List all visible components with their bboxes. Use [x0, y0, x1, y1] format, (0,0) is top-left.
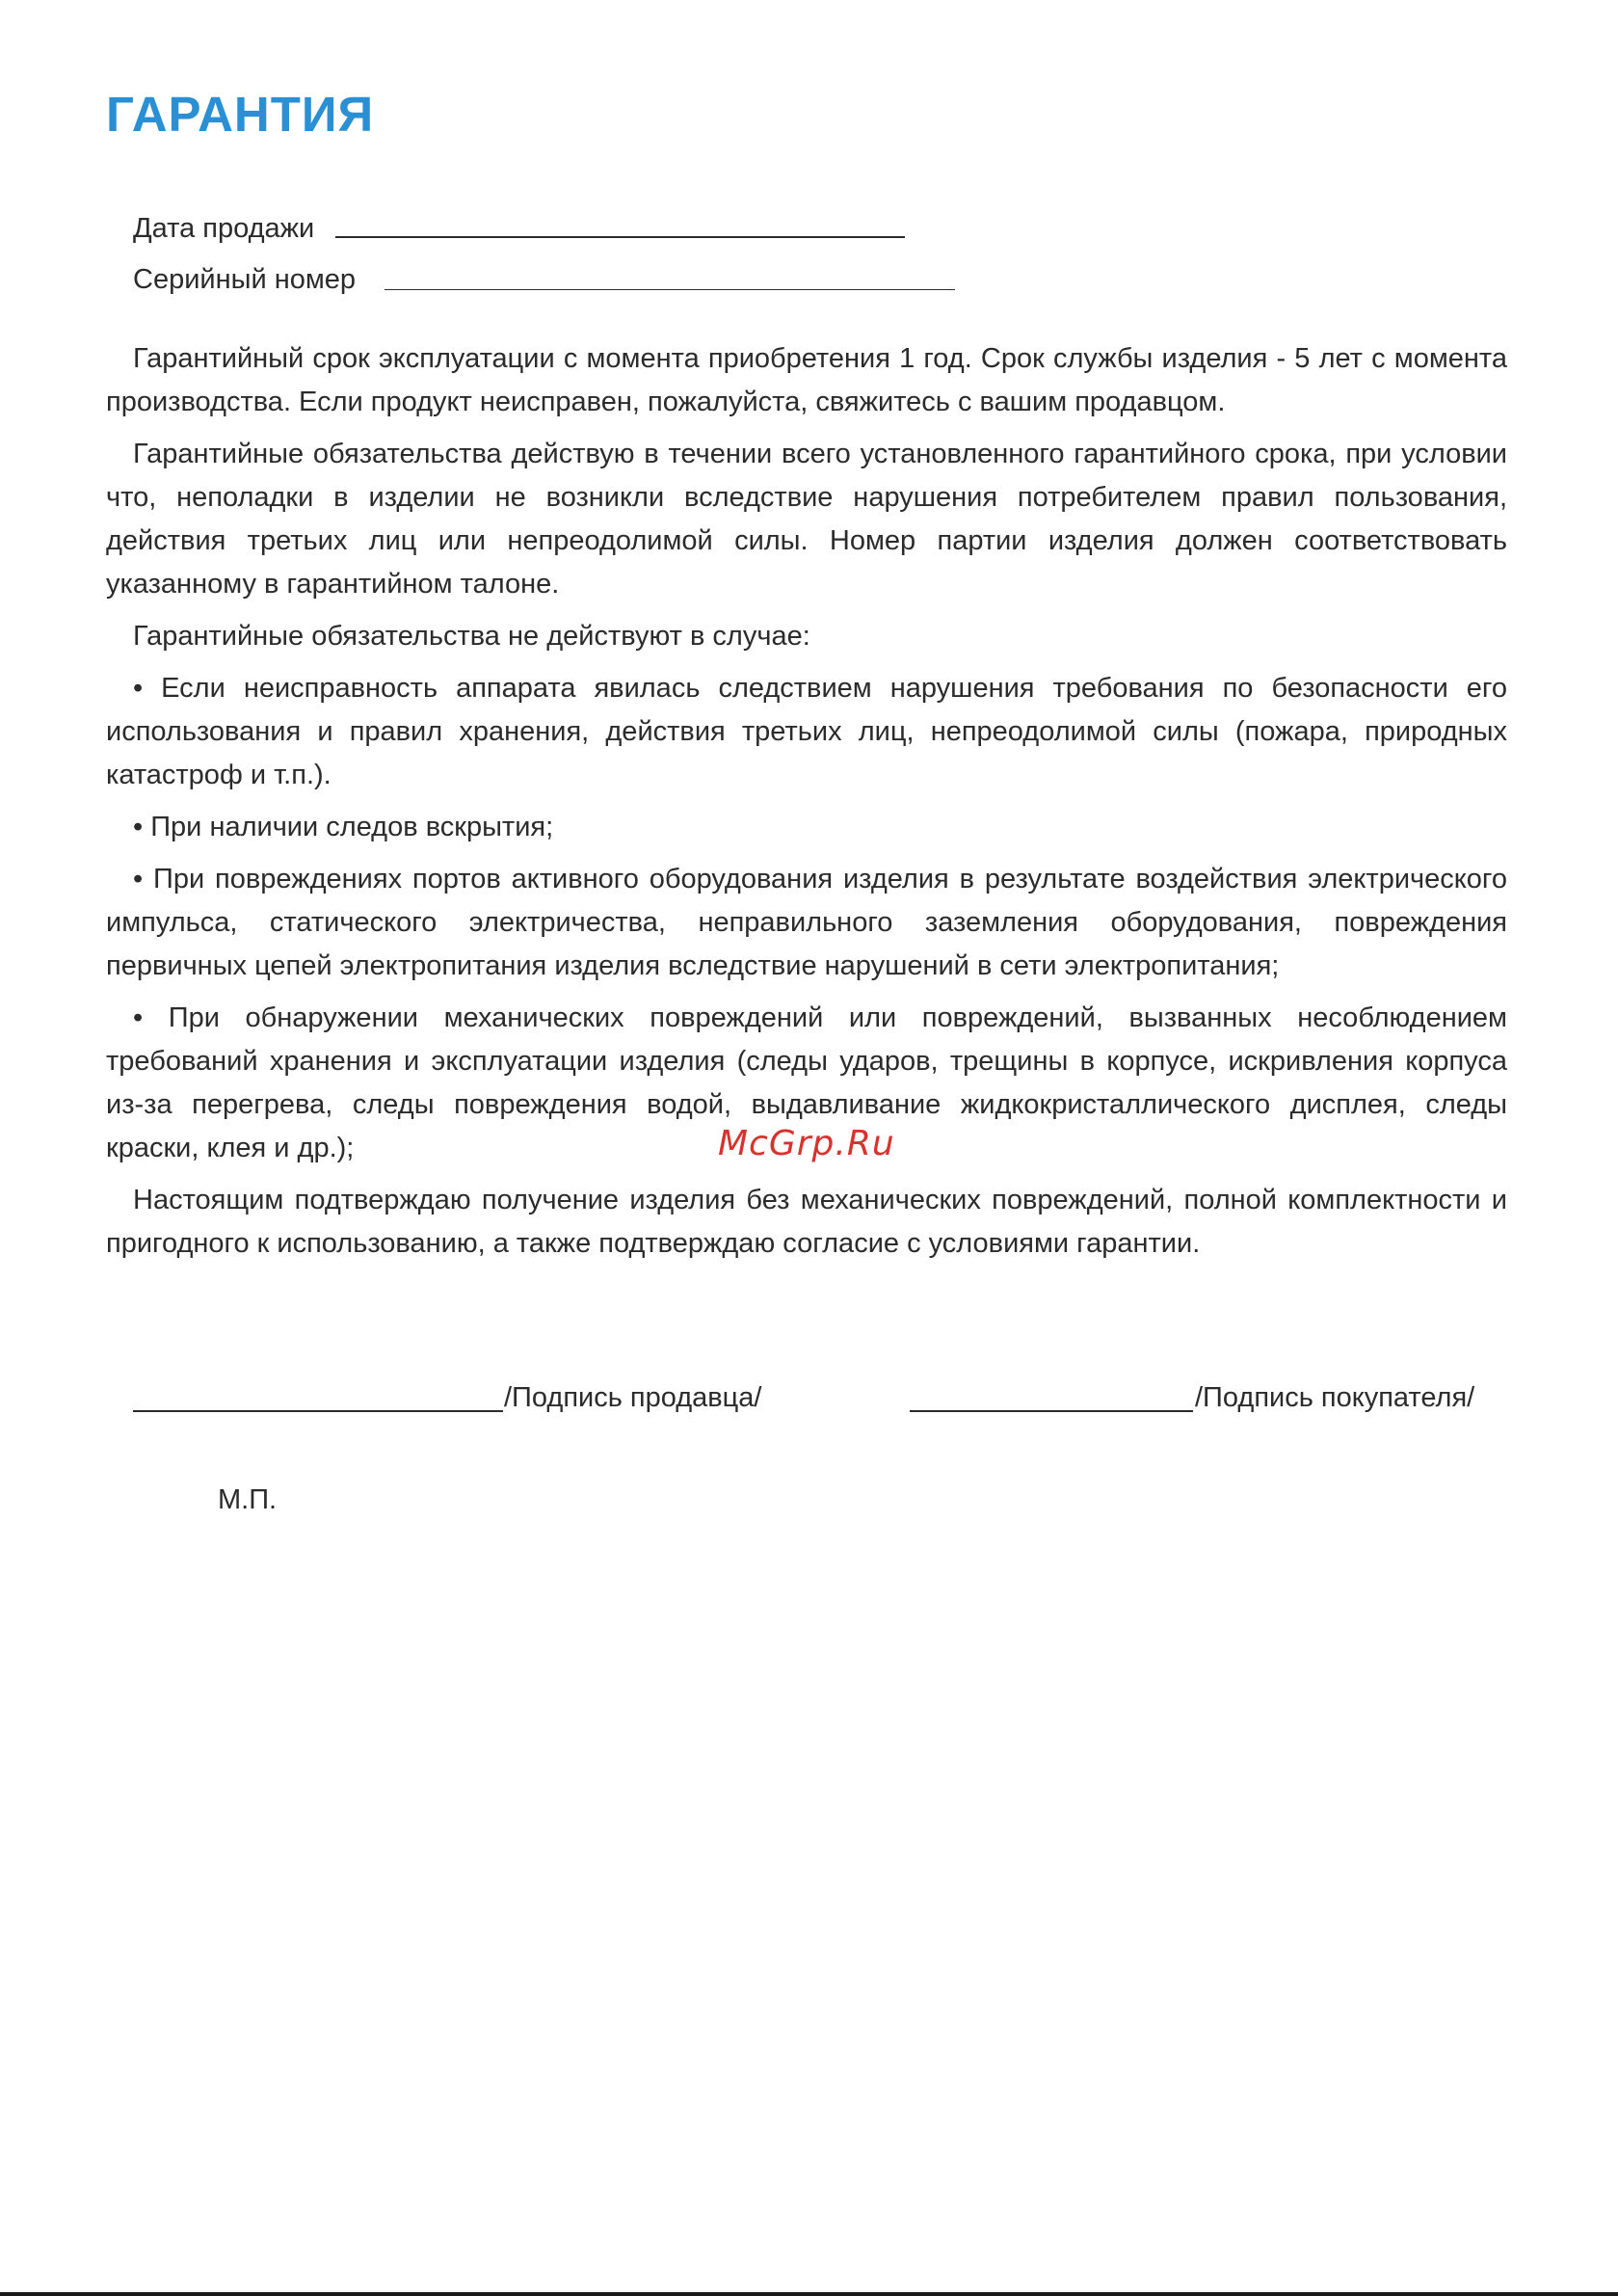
stamp-placeholder: М.П.: [218, 1484, 278, 1515]
acknowledgement-paragraph: Настоящим подтверждаю получение изделия без механических повреждений, полной комплектности и пригодного к использованию, а также подтверждаю согласие с условиями гарантии.: [106, 1185, 1507, 1259]
serial-number-line: [385, 289, 955, 290]
warranty-period-paragraph: Гарантийный срок эксплуатации с момента приобретения 1 год. Срок службы изделия - 5 лет с момента производства. Если продукт неисправен, пожалуйста, свяжитесь с вашим продавцом.: [106, 343, 1507, 417]
exclusion-item: • При обнаружении механических повреждений или повреждений, вызванных несоблюдением требований хранения и эксплуатации изделия (следы ударов, трещины в корпусе, искривления корпуса из-за перегрева, следы повреждения водой, выдавливание жидкокристаллического дисплея, следы краски, клея и др.);: [106, 1002, 1507, 1163]
buyer-signature-label: /Подпись покупателя/: [1195, 1382, 1475, 1413]
warranty-obligations-paragraph: Гарантийные обязательства действую в течении всего установленного гарантийного срока, при условии что, неполадки в изделии не возникли вследствие нарушения потребителем правил пользования, действия третьих лиц или непреодолимой силы. Номер партии изделия должен соответствовать указанному в гарантийном талоне.: [106, 439, 1507, 600]
serial-number-label: Серийный номер: [133, 264, 357, 295]
exclusion-item: • При наличии следов вскрытия;: [133, 812, 554, 842]
page-bottom-rule: [0, 2292, 1618, 2296]
exclusions-intro: Гарантийные обязательства не действуют в случае:: [133, 621, 810, 652]
sale-date-label: Дата продажи: [133, 213, 315, 244]
buyer-signature-line: [910, 1410, 1193, 1412]
exclusion-item: • При повреждениях портов активного оборудования изделия в результате воздействия электрического импульса, статического электричества, неправильного заземления оборудования, повреждения первичных цепей электропитания изделия вследствие нарушений в сети электропитания;: [106, 864, 1507, 981]
sale-date-line: [335, 236, 905, 238]
page-title: ГАРАНТИЯ: [106, 87, 375, 142]
seller-signature-label: /Подпись продавца/: [504, 1382, 762, 1413]
seller-signature-line: [133, 1410, 503, 1412]
exclusion-item: • Если неисправность аппарата явилась следствием нарушения требования по безопасности его использования и правил хранения, действия третьих лиц, непреодолимой силы (пожара, природных катастроф и т.п.).: [106, 673, 1507, 790]
watermark: McGrp.Ru: [718, 1124, 895, 1163]
